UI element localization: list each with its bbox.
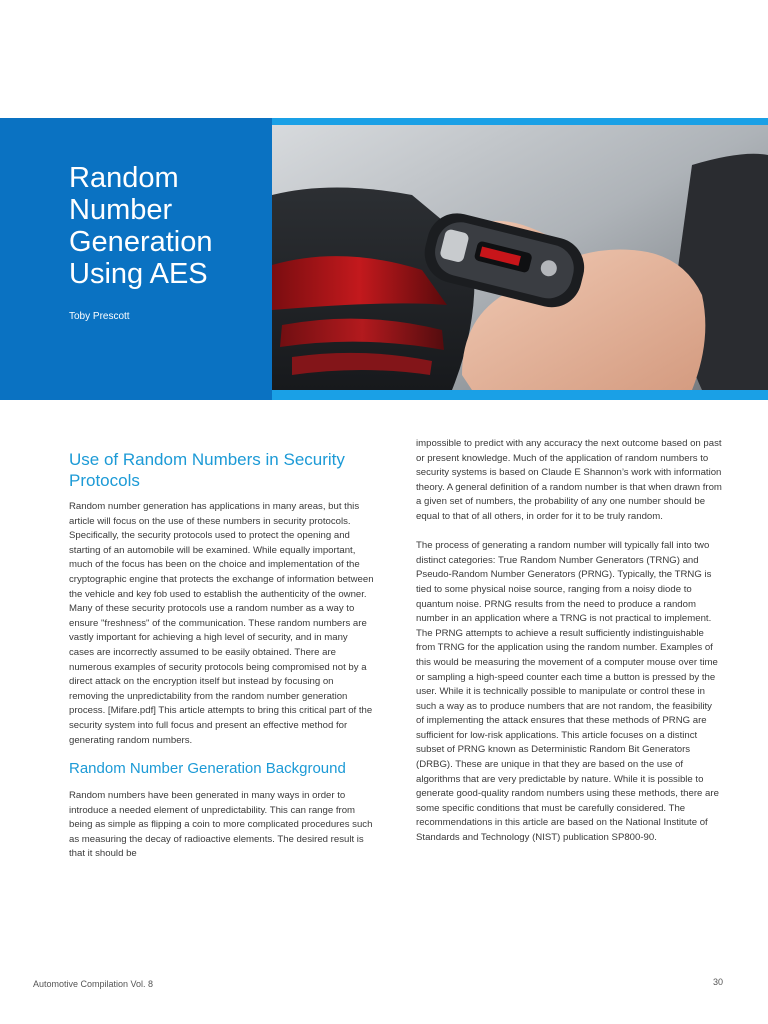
right-paragraph-2: The process of generating a random number will typically fall into two distinct categories: True Random Number Generators (TRNG) and Pseudo-Random Number Generators (PRNG). Typically, the TRNG is tied to some physical noise source, ranging from a noisy diode to quantum noise. PRNG results from the need to produce a random number in an application where a TRNG is not practical to implement. The PRNG attempts to achieve a result sufficiently indistinguishable from TRNG for the application using the random number. Examples of this would be measuring the movement of a computer mouse over time or sampling a high-speed counter each time a button is pressed by the user. While it is technically possible to manipulate or control these in such a way as to produce numbers that are not random, the feasibility of implementing the attack ensures that these methods of PRNG are sufficient for low-risk applications. This article focuses on a distinct subset of PRNG known as Deterministic Random Bit Generators (DRBG). These are unique in that they are based on the use of algorithms that are very predictable by nature. While it is possible to generate good-quality random numbers using these methods, there are some specific conditions that must be carefully considered. The recommendations in this article are based on the National Institute of Standards and Technology (NIST) publication SP800-90. (416, 540, 719, 844)
left-paragraph-2: Random numbers have been generated in many ways in order to introduce a needed element of unpredictability. This can range from being as simple as flipping a coin to more complicated procedures such as measuring the decay of radioactive elements. The desired result is that it should be (69, 790, 373, 860)
title-panel (0, 118, 272, 400)
accent-strip-top (272, 118, 768, 125)
footer-publication: Automotive Compilation Vol. 8 (33, 979, 154, 989)
left-column (69, 449, 375, 862)
article-title: Random Number Generation Using AES (69, 162, 213, 290)
accent-strip-bottom (272, 390, 768, 400)
key-fob-photo-icon (272, 125, 768, 390)
right-column (416, 437, 722, 846)
right-paragraph-1: impossible to predict with any accuracy the next outcome based on past or present knowledge. Much of the application of random numbers to security systems is based on Claude E Shannon’s work with information theory. A general definition of a random number is that when drawn from a given set of numbers, the probability of any one number should be equal to that of all others, in order for it to be truly random. (416, 438, 722, 522)
subsection-heading-background: Random Number Generation Background (69, 760, 346, 778)
car-key-fob-image (272, 125, 768, 390)
page-number: 30 (713, 977, 724, 987)
article-author: Toby Prescott (69, 311, 130, 322)
hero-banner (0, 118, 768, 400)
section-heading-random-numbers: Use of Random Numbers in Security Protocols (69, 450, 345, 490)
left-paragraph-1: Random number generation has applications in many areas, but this article will focus on the use of these numbers in security protocols. Specifically, the security protocols used to protect the opening and starting of an automobile will be examined. While equally important, much of the focus has been on the choice and implementation of the cryptographic engine that protects the exchange of information between the vehicle and key fob used to establish the authenticity of the owner. Many of these security protocols use a random number as a way to ensure "freshness" of the communication. These random numbers are vastly important for achieving a high level of security, and in many cases are incorrectly assumed to be easily obtained. There are numerous examples of security protocols being compromised not by a direct attack on the encryption itself but instead by focusing on removing the unpredictability from the random number generation process. [Mifare.pdf] This article attempts to bring this critical part of the security system into full focus and present an effective method for generating random numbers. (69, 501, 374, 746)
